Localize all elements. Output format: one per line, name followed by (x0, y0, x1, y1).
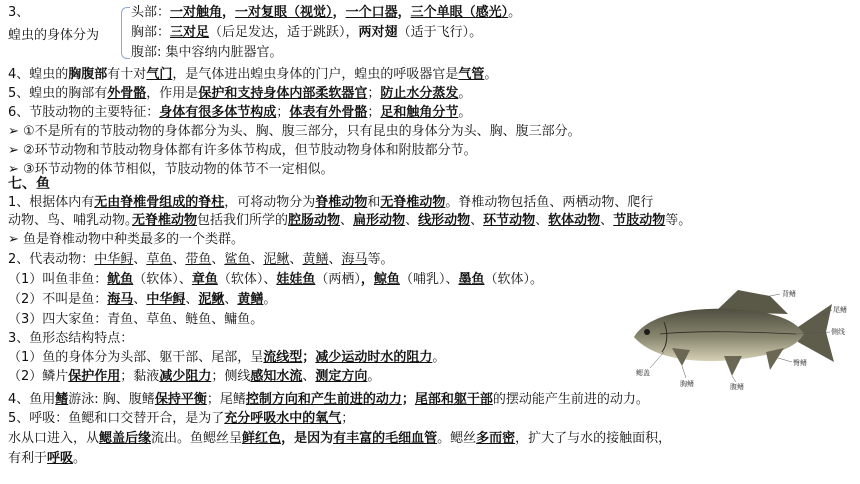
bullet-1: ➢ ①不是所有的节肢动物的身体都分为头、胸、腹三部分，只有昆虫的身体分为头、胸、腹三部分。 (8, 124, 581, 139)
fish-illustration (620, 282, 850, 392)
p1d-line: ➢ 鱼是脊椎动物中种类最多的一个类群。 (8, 232, 245, 247)
p5-line: 5、呼吸：鱼鳃和口交替开合，是为了充分呼吸水中的氧气； (8, 411, 355, 426)
fish-pelvic-fin (724, 356, 742, 376)
p1c-line: 无脊椎动物包括我们所学的腔肠动物、扁形动物、线形动物、环节动物、软体动物、节肢动物等。 (132, 213, 692, 228)
p5c-line: 有利于呼吸。 (8, 451, 87, 466)
p1b-line: 动物、鸟、哺乳动物。 (8, 213, 139, 228)
bullet-2: ➢ ②环节动物和节肢动物身体都有许多体节构成，但节肢动物身体和附肢都分节。 (8, 143, 477, 158)
p3-line: 3、鱼形态结构特点： (8, 331, 134, 346)
s3-belly: 腹部: 集中容纳内脏器官。 (131, 45, 283, 60)
s3-num: 3、 (8, 5, 30, 20)
p4-line: 4、鱼用鳍游泳: 胸、腹鳍保持平衡；尾鳍控制方向和产生前进的动力；尾部和躯干部的摆动能产生前进的动力。 (8, 392, 649, 407)
label-pectoral-fin: 胸鳍 (680, 380, 694, 388)
s6-line: 6、节肢动物的主要特征：身体有很多体节构成；体表有外骨骼；足和触角分节。 (8, 105, 472, 120)
p2a-line: （1）叫鱼非鱼：鱿鱼（软体）、章鱼（软体）、娃娃鱼（两栖），鲸鱼（哺乳）、墨鱼（软体）。 (8, 272, 543, 287)
label-gill-cover: 鳃盖 (636, 369, 650, 377)
section-title-fish: 七、鱼 (8, 176, 50, 192)
brace-icon (121, 7, 130, 59)
p3b-line: （2）鳞片保护作用；黏液减少阻力；侧线感知水流、测定方向。 (8, 369, 381, 384)
label-anal-fin: 臀鳍 (793, 359, 807, 367)
s3-label: 蝗虫的身体分为 (8, 28, 100, 43)
p2-line: 2、代表动物：中华鲟、草鱼、带鱼、鲨鱼、泥鳅、黄鳝、海马等。 (8, 252, 394, 267)
p2c-line: （3）四大家鱼：青鱼、草鱼、鲢鱼、鳙鱼。 (8, 312, 264, 327)
label-tail-fin: 尾鳍 (833, 306, 847, 314)
label-dorsal-fin: 背鳍 (782, 290, 796, 298)
label-pelvic-fin: 腹鳍 (730, 383, 744, 391)
s5-line: 5、蝗虫的胸部有外骨骼，作用是保护和支持身体内部柔软器官；防止水分蒸发。 (8, 86, 472, 101)
s3-chest: 胸部：三对足（后足发达，适于跳跃），两对翅（适于飞行）。 (131, 25, 483, 40)
label-lateral-line: 侧线 (831, 328, 845, 336)
p1-line: 1、根据体内有无由脊椎骨组成的脊柱，可将动物分为脊椎动物和无脊椎动物。脊椎动物包括鱼、两栖动物、爬行 (8, 195, 654, 210)
p5b-line: 水从口进入，从鳃盖后缘流出。鱼鳃丝呈鲜红色，是因为有丰富的毛细血管。鳃丝多而密，扩大了与水的接触面积， (8, 431, 672, 446)
bullet-3: ➢ ③环节动物的体节相似，节肢动物的体节不一定相似。 (8, 162, 334, 177)
p3a-line: （1）鱼的身体分为头部、躯干部、尾部，呈流线型；减少运动时水的阻力。 (8, 350, 446, 365)
s4-line: 4、蝗虫的胸腹部有十对气门，是气体进出蝗虫身体的门户，蝗虫的呼吸器官是气管。 (8, 67, 498, 82)
s3-head: 头部：一对触角，一对复眼（视觉），一个口器，三个单眼（感光）。 (131, 5, 522, 20)
p2b-line: （2）不叫是鱼：海马、中华鲟、泥鳅、黄鳝。 (8, 292, 277, 307)
